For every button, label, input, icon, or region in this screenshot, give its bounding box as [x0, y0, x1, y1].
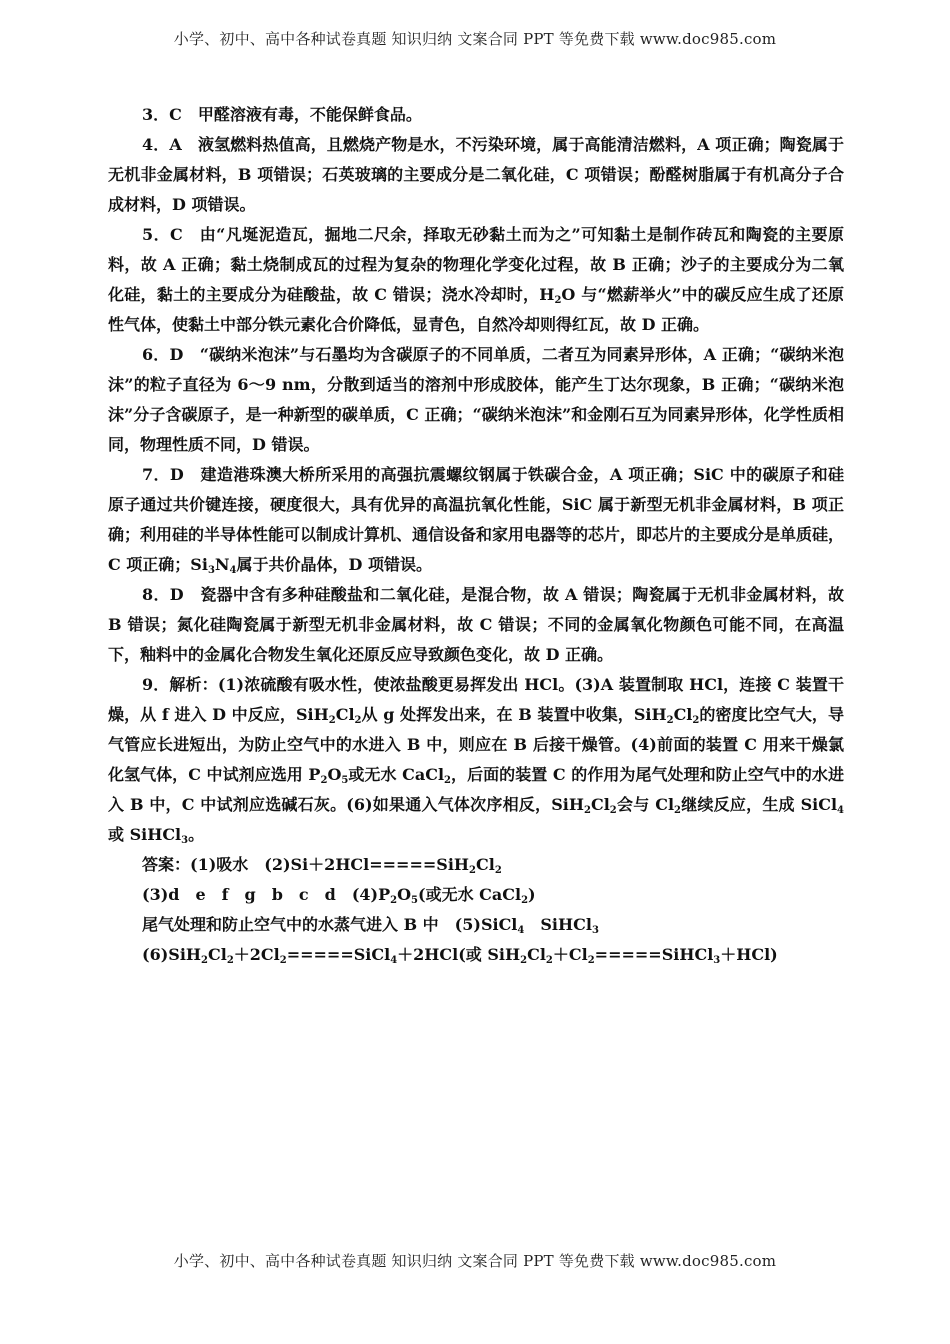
- item-number: 7．D: [142, 465, 184, 484]
- item-number: 6．D: [142, 345, 184, 364]
- answer-content: [108, 100, 844, 970]
- item-number: 5．C: [142, 225, 183, 244]
- answer-item-4: 4．A 液氢燃料热值高，且燃烧产物是水，不污染环境，属于高能清洁燃料，A 项正确；陶瓷属于无机非金属材料，B 项错误；石英玻璃的主要成分是二氧化硅，C 项错误；酚醛树脂属于有机高分子合成材料，D 项错误。: [108, 135, 844, 214]
- answer-item-7: 7．D 建造港珠澳大桥所采用的高强抗震螺纹钢属于铁碳合金，A 项正确；SiC 中的碳原子和硅原子通过共价键连接，硬度很大，具有优异的高温抗氧化性能，SiC 属于新型无机非金属材料，B 项正确；利用硅的半导体性能可以制成计算机、通信设备和家用电器等的芯片，即芯片的主要成分是单质硅，C 项正确；$Si_3N_4$属于共价晶体，D 项错误。: [108, 465, 845, 576]
- answer-item-3: 3．C 甲醛溶液有毒，不能保鲜食品。: [142, 105, 422, 124]
- final-answer-line-2: (3)d e f g b c d $(4)P_2O_5$(或无水 CaCl$_2$): [142, 885, 536, 906]
- final-answer-line-4: $(6)SiH_2Cl_2+2Cl_2=====SiCl_4+2HCl$(或 $SiH_2Cl_2+Cl_2=====SiHCl_3+HCl$): [142, 945, 778, 966]
- item-number: 9．解析：: [142, 675, 218, 694]
- answer-item-9: 9．解析：(1)浓硫酸有吸水性，使浓盐酸更易挥发出 HCl。(3)A 装置制取 HCl，连接 C 装置干燥，从 f 进入 D 中反应，$SiH_2Cl_2$从 g 处挥发出来，在 B 装置中收集，$SiH_2Cl_2$的密度比空气大，导气管应长进短出，为防止空气中的水进入 B 中，则应在 B 后接干燥管。(4)前面的装置 C 用来干燥氯化氢气体，C 中试剂应选用 $P_2O_5$或无水 CaCl$_2$，后面的装置 C 的作用为尾气处理和防止空气中的水进入 B 中，C 中试剂应选碱石灰。(6)如果通入气体次序相反，$SiH_2Cl_2$会与 $Cl_2$继续反应，生成 SiCl$_4$或 SiHCl$_3$。: [108, 675, 844, 846]
- answer-item-8: 8．D 瓷器中含有多种硅酸盐和二氧化硅，是混合物，故 A 错误；陶瓷属于无机非金属材料，故 B 错误；氮化硅陶瓷属于新型无机非金属材料，故 C 错误；不同的金属氧化物颜色可能不同，在高温下，釉料中的金属化合物发生氧化还原反应导致颜色变化，故 D 正确。: [108, 585, 844, 664]
- item-number: 8．D: [142, 585, 184, 604]
- final-answer-line-1: 答案：(1)吸水 $(2)Si+2HCl=====SiH_2Cl_2$: [142, 855, 502, 876]
- page-header: 小学、初中、高中各种试卷真题 知识归纳 文案合同 PPT 等免费下载 www.doc985.com: [173, 30, 777, 48]
- page-footer: 小学、初中、高中各种试卷真题 知识归纳 文案合同 PPT 等免费下载 www.doc985.com: [173, 1252, 777, 1270]
- answer-item-6: 6．D “碳纳米泡沫”与石墨均为含碳原子的不同单质，二者互为同素异形体，A 正确；“碳纳米泡沫”的粒子直径为 6～9 nm，分散到适当的溶剂中形成胶体，能产生丁达尔现象，B 正确；“碳纳米泡沫”分子含碳原子，是一种新型的碳单质，C 正确；“碳纳米泡沫”和金刚石互为同素异形体，化学性质相同，物理性质不同，D 错误。: [108, 345, 844, 454]
- item-number: 4．A: [142, 135, 182, 154]
- item-number: 3．C: [142, 105, 182, 124]
- final-answer-line-3: 尾气处理和防止空气中的水蒸气进入 B 中 (5)SiCl$_4$ SiHCl$_3$: [142, 915, 599, 936]
- answer-item-5: 5．C 由“凡埏泥造瓦，掘地二尺余，择取无砂黏土而为之”可知黏土是制作砖瓦和陶瓷的主要原料，故 A 正确；黏土烧制成瓦的过程为复杂的物理化学变化过程，故 B 正确；沙子的主要成分为二氧化硅，黏土的主要成分为硅酸盐，故 C 错误；浇水冷却时，$H_2O$ 与“燃薪举火”中的碳反应生成了还原性气体，使黏土中部分铁元素化合价降低，显青色，自然冷却则得红瓦，故 D 正确。: [108, 225, 844, 334]
